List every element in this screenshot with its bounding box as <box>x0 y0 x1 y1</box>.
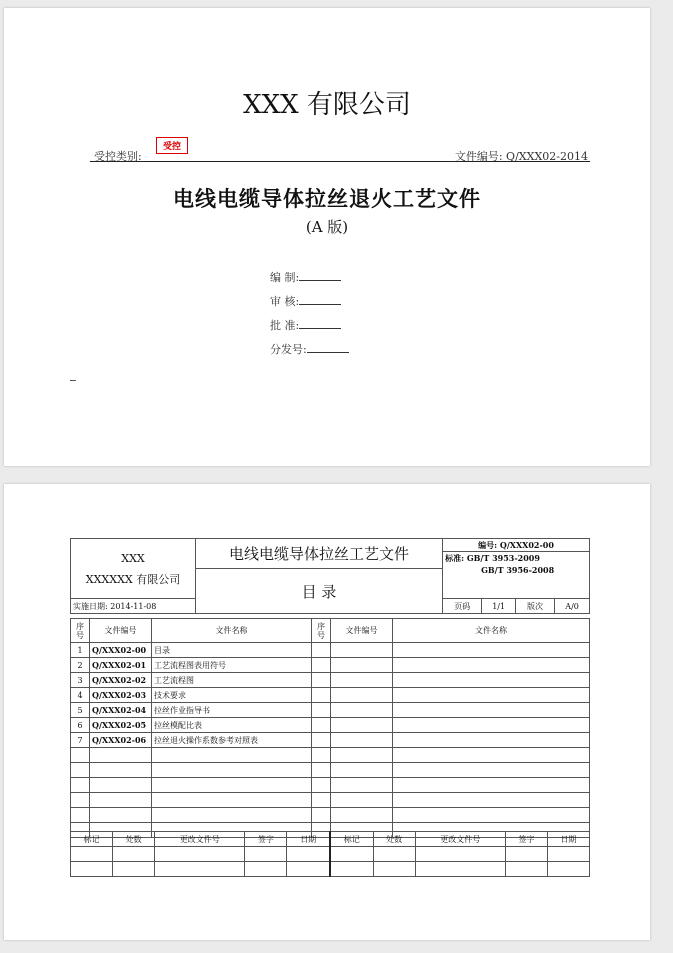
empty-cell <box>331 718 393 733</box>
empty-cell <box>393 733 590 748</box>
empty-cell <box>373 862 415 877</box>
empty-cell <box>71 778 90 793</box>
table-row <box>71 643 590 658</box>
revision-label: 版次 <box>515 599 554 614</box>
empty-cell <box>152 748 312 763</box>
standard-1: GB/T 3953-2009 <box>466 553 540 563</box>
empty-cell <box>331 673 393 688</box>
empty-cell <box>547 847 589 862</box>
empty-cell <box>415 862 505 877</box>
empty-cell <box>155 847 245 862</box>
empty-cell <box>245 847 287 862</box>
empty-cell <box>245 862 287 877</box>
page-label: 页码 <box>443 599 482 614</box>
footer-mark-header: 标记 <box>71 832 113 847</box>
code-cell <box>443 539 590 599</box>
empty-cell <box>152 808 312 823</box>
footer-changeno-header-2: 更改文件号 <box>415 832 505 847</box>
footer-mark-header-2: 标记 <box>330 832 373 847</box>
footer-changeno-header: 更改文件号 <box>155 832 245 847</box>
empty-cell <box>393 718 590 733</box>
footer-count-header-2: 处数 <box>373 832 415 847</box>
empty-cell <box>312 718 331 733</box>
table-row <box>71 778 590 793</box>
row-code: Q/XXX02-01 <box>90 658 152 673</box>
row-code: Q/XXX02-05 <box>90 718 152 733</box>
empty-cell <box>312 763 331 778</box>
empty-cell <box>90 748 152 763</box>
empty-cell <box>393 673 590 688</box>
table-row <box>71 808 590 823</box>
empty-cell <box>330 847 373 862</box>
empty-cell <box>331 643 393 658</box>
signoff-label: 编 制: <box>270 271 300 284</box>
empty-cell <box>331 688 393 703</box>
row-no: 3 <box>71 673 90 688</box>
empty-cell <box>415 847 505 862</box>
signoff-row <box>270 290 349 314</box>
empty-cell <box>393 763 590 778</box>
row-name: 工艺流程图表用符号 <box>152 658 312 673</box>
control-row <box>90 142 590 163</box>
row-code: Q/XXX02-04 <box>90 703 152 718</box>
empty-cell <box>331 733 393 748</box>
signoff-blank <box>299 294 341 305</box>
company-line2: XXXXXX 有限公司 <box>85 572 181 586</box>
dash-mark <box>70 380 76 381</box>
revision-footer-table <box>70 831 590 877</box>
empty-cell <box>312 643 331 658</box>
page-value: 1/1 <box>482 599 515 614</box>
empty-cell <box>312 688 331 703</box>
empty-cell <box>312 778 331 793</box>
col-no-header-2: 序号 <box>312 619 331 643</box>
empty-cell <box>287 847 330 862</box>
document-version: (A 版) <box>305 218 349 236</box>
empty-cell <box>90 778 152 793</box>
doc-code: 编号: Q/XXX02-00 <box>443 539 589 552</box>
empty-cell <box>90 763 152 778</box>
empty-cell <box>113 862 155 877</box>
empty-cell <box>312 808 331 823</box>
table-row <box>71 718 590 733</box>
row-no: 1 <box>71 643 90 658</box>
empty-cell <box>393 658 590 673</box>
empty-cell <box>312 748 331 763</box>
empty-cell <box>331 748 393 763</box>
file-number: 文件编号: Q/XXX02-2014 <box>454 150 588 163</box>
empty-cell <box>152 793 312 808</box>
control-category-label: 受控类别: <box>94 150 142 163</box>
empty-cell <box>312 673 331 688</box>
company-name: XXX 有限公司 <box>243 90 411 120</box>
signoff-blank <box>299 318 341 329</box>
empty-cell <box>152 763 312 778</box>
footer-row <box>71 847 590 862</box>
empty-cell <box>312 733 331 748</box>
table-row <box>71 673 590 688</box>
revision-value: A/0 <box>555 599 590 614</box>
empty-cell <box>71 862 113 877</box>
scrollbar[interactable] <box>661 8 669 938</box>
row-no: 7 <box>71 733 90 748</box>
standard-2: GB/T 3956-2008 <box>481 565 555 575</box>
empty-cell <box>113 847 155 862</box>
row-code: Q/XXX02-06 <box>90 733 152 748</box>
toc-table <box>70 618 590 838</box>
standard-block <box>445 552 587 564</box>
signoff-row <box>270 266 349 290</box>
empty-cell <box>393 808 590 823</box>
row-name: 拉丝模配比表 <box>152 718 312 733</box>
row-name: 拉丝作业指导书 <box>152 703 312 718</box>
row-no: 2 <box>71 658 90 673</box>
footer-row <box>71 862 590 877</box>
empty-cell <box>90 808 152 823</box>
empty-cell <box>312 703 331 718</box>
signoff-block <box>270 266 349 362</box>
row-name: 目录 <box>152 643 312 658</box>
row-code: Q/XXX02-02 <box>90 673 152 688</box>
col-name-header-2: 文件名称 <box>393 619 590 643</box>
row-no: 6 <box>71 718 90 733</box>
document-title: 电线电缆导体拉丝退火工艺文件 <box>173 187 481 211</box>
table-row <box>71 733 590 748</box>
table-row <box>71 748 590 763</box>
table-row <box>71 658 590 673</box>
empty-cell <box>547 862 589 877</box>
empty-cell <box>393 688 590 703</box>
empty-cell <box>155 862 245 877</box>
signoff-row <box>270 314 349 338</box>
cover-page <box>4 8 650 466</box>
empty-cell <box>71 847 113 862</box>
empty-cell <box>393 703 590 718</box>
empty-cell <box>331 703 393 718</box>
row-name: 技术要求 <box>152 688 312 703</box>
empty-cell <box>71 793 90 808</box>
row-code: Q/XXX02-00 <box>90 643 152 658</box>
company-cell <box>71 539 196 599</box>
controlled-stamp: 受控 <box>156 137 188 154</box>
empty-cell <box>393 793 590 808</box>
footer-count-header: 处数 <box>113 832 155 847</box>
signoff-label: 分发号: <box>270 343 307 356</box>
empty-cell <box>505 862 547 877</box>
footer-date-header-2: 日期 <box>547 832 589 847</box>
standard-label: 标准: <box>445 553 465 563</box>
empty-cell <box>90 793 152 808</box>
empty-cell <box>331 658 393 673</box>
company-line1: XXX <box>121 551 145 565</box>
col-code-header: 文件编号 <box>90 619 152 643</box>
empty-cell <box>331 793 393 808</box>
row-no: 4 <box>71 688 90 703</box>
empty-cell <box>71 763 90 778</box>
empty-cell <box>71 748 90 763</box>
col-name-header: 文件名称 <box>152 619 312 643</box>
toc-page <box>4 484 650 940</box>
empty-cell <box>373 847 415 862</box>
col-code-header-2: 文件编号 <box>331 619 393 643</box>
footer-date-header: 日期 <box>287 832 330 847</box>
empty-cell <box>331 778 393 793</box>
table-row <box>71 763 590 778</box>
signoff-blank <box>299 270 341 281</box>
signoff-label: 审 核: <box>270 295 300 308</box>
row-name: 工艺流程图 <box>152 673 312 688</box>
toc-doc-title: 电线电缆导体拉丝工艺文件 <box>196 539 443 569</box>
empty-cell <box>393 643 590 658</box>
table-row <box>71 793 590 808</box>
row-code: Q/XXX02-03 <box>90 688 152 703</box>
empty-cell <box>312 793 331 808</box>
col-no-header: 序号 <box>71 619 90 643</box>
empty-cell <box>393 748 590 763</box>
footer-sign-header-2: 签字 <box>505 832 547 847</box>
empty-cell <box>71 808 90 823</box>
empty-cell <box>505 847 547 862</box>
empty-cell <box>152 778 312 793</box>
empty-cell <box>330 862 373 877</box>
footer-sign-header: 签字 <box>245 832 287 847</box>
row-no: 5 <box>71 703 90 718</box>
toc-section-title: 目 录 <box>196 569 443 614</box>
signoff-row <box>270 338 349 362</box>
empty-cell <box>312 658 331 673</box>
empty-cell <box>287 862 330 877</box>
toc-header-table <box>70 538 590 614</box>
signoff-label: 批 准: <box>270 319 300 332</box>
table-row <box>71 688 590 703</box>
row-name: 拉丝退火操作系数参考对照表 <box>152 733 312 748</box>
empty-cell <box>393 778 590 793</box>
empty-cell <box>331 808 393 823</box>
signoff-blank <box>307 342 349 353</box>
empty-cell <box>331 763 393 778</box>
impl-date: 实施日期: 2014-11-08 <box>71 599 196 614</box>
table-row <box>71 703 590 718</box>
